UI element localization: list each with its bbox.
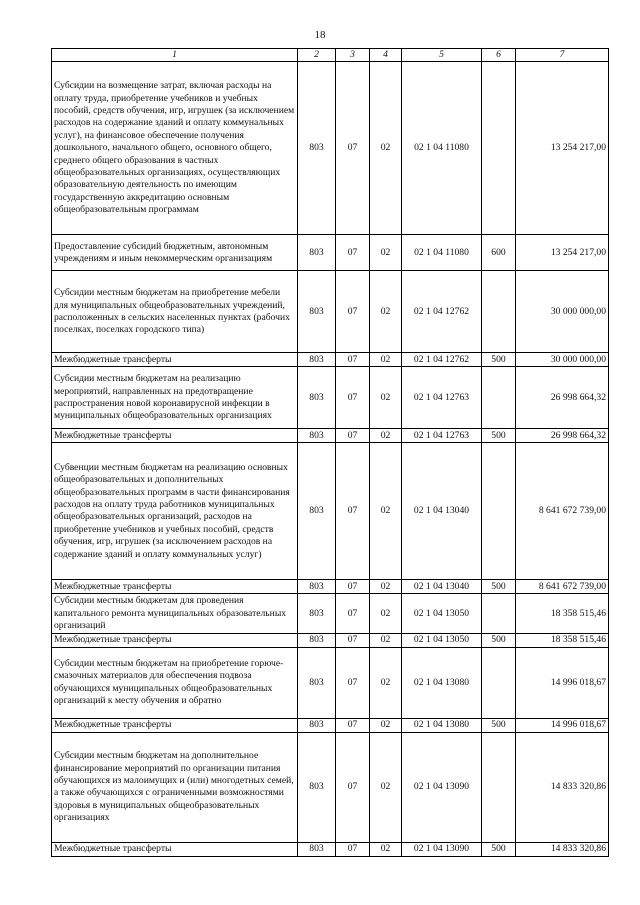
section-code: 07 (336, 353, 370, 367)
section-code: 07 (336, 62, 370, 235)
section-code: 07 (336, 580, 370, 594)
section-code: 07 (336, 634, 370, 647)
header-cell: 3 (336, 49, 370, 62)
table-row (52, 580, 609, 594)
row-name: Межбюджетные трансферты (52, 842, 298, 856)
expense-type: 500 (482, 842, 516, 856)
target-article: 02 1 04 11080 (402, 62, 482, 235)
target-article: 02 1 04 13050 (402, 634, 482, 647)
target-article: 02 1 04 13050 (402, 594, 482, 634)
header-cell: 2 (298, 49, 336, 62)
ministry-code: 803 (298, 235, 336, 271)
row-name: Субсидии местным бюджетам на приобретение мебели для муниципальных общеобразовательных учреждений, расположенных в сельских населенных пунктах (рабочих поселках, поселках городского типа) (52, 271, 298, 353)
expense-type (482, 647, 516, 718)
expense-type (482, 62, 516, 235)
amount: 14 996 018,67 (516, 718, 609, 732)
row-name: Субсидии местным бюджетам на приобретение горюче-смазочных материалов для обеспечения подвоза обучающихся муниципальных общеобразовательных организаций к месту обучения и обратно (52, 647, 298, 718)
amount: 13 254 217,00 (516, 235, 609, 271)
subsection-code: 02 (370, 62, 402, 235)
section-code: 07 (336, 429, 370, 443)
header-cell: 4 (370, 49, 402, 62)
ministry-code: 803 (298, 271, 336, 353)
ministry-code: 803 (298, 718, 336, 732)
table-row (52, 429, 609, 443)
amount: 26 998 664,32 (516, 429, 609, 443)
amount: 8 641 672 739,00 (516, 580, 609, 594)
ministry-code: 803 (298, 634, 336, 647)
target-article: 02 1 04 13080 (402, 647, 482, 718)
ministry-code: 803 (298, 732, 336, 842)
expense-type: 500 (482, 580, 516, 594)
expense-type (482, 271, 516, 353)
subsection-code: 02 (370, 634, 402, 647)
target-article: 02 1 04 12763 (402, 367, 482, 429)
header-cell: 1 (52, 49, 298, 62)
section-code: 07 (336, 367, 370, 429)
table-row (52, 732, 609, 842)
table-row (52, 235, 609, 271)
target-article: 02 1 04 13090 (402, 842, 482, 856)
row-name: Субсидии местным бюджетам на реализацию мероприятий, направленных на предотвращение распространения новой коронавирусной инфекции в муниципальных общеобразовательных организациях (52, 367, 298, 429)
expense-type (482, 594, 516, 634)
ministry-code: 803 (298, 62, 336, 235)
subsection-code: 02 (370, 647, 402, 718)
amount: 14 833 320,86 (516, 842, 609, 856)
subsection-code: 02 (370, 732, 402, 842)
expense-type (482, 367, 516, 429)
amount: 8 641 672 739,00 (516, 443, 609, 580)
expense-type: 500 (482, 634, 516, 647)
section-code: 07 (336, 235, 370, 271)
amount: 13 254 217,00 (516, 62, 609, 235)
ministry-code: 803 (298, 367, 336, 429)
amount: 26 998 664,32 (516, 367, 609, 429)
expense-type: 600 (482, 235, 516, 271)
subsection-code: 02 (370, 367, 402, 429)
ministry-code: 803 (298, 842, 336, 856)
amount: 18 358 515,46 (516, 634, 609, 647)
target-article: 02 1 04 12762 (402, 271, 482, 353)
expense-type: 500 (482, 718, 516, 732)
amount: 18 358 515,46 (516, 594, 609, 634)
target-article: 02 1 04 12762 (402, 353, 482, 367)
table-row (52, 443, 609, 580)
target-article: 02 1 04 13090 (402, 732, 482, 842)
row-name: Субсидии местным бюджетам на дополнительное финансирование мероприятий по организации питания обучающихся из малоимущих и (или) многодетных семей, а также обучающихся с ограниченными возможностями здоровья в муниципальных общеобразовательных организациях (52, 732, 298, 842)
row-name: Межбюджетные трансферты (52, 353, 298, 367)
section-code: 07 (336, 443, 370, 580)
target-article: 02 1 04 13080 (402, 718, 482, 732)
ministry-code: 803 (298, 580, 336, 594)
amount: 14 833 320,86 (516, 732, 609, 842)
section-code: 07 (336, 271, 370, 353)
row-name: Межбюджетные трансферты (52, 634, 298, 647)
row-name: Предоставление субсидий бюджетным, автономным учреждениям и иным некоммерческим организациям (52, 235, 298, 271)
ministry-code: 803 (298, 594, 336, 634)
budget-table (51, 48, 609, 857)
target-article: 02 1 04 13040 (402, 580, 482, 594)
row-name: Субсидии на возмещение затрат, включая расходы на оплату труда, приобретение учебников и учебных пособий, средств обучения, игр, игрушек (за исключением расходов на содержание зданий и оплату коммунальных услуг), на финансовое обеспечение получения дошкольного, начального общего, основного общего, среднего общего образования в частных общеобразовательных организациях, осуществляющих образовательную деятельность по имеющим государственную аккредитацию основным общеобразовательным программам (52, 62, 298, 235)
expense-type (482, 443, 516, 580)
table-row (52, 271, 609, 353)
amount: 30 000 000,00 (516, 353, 609, 367)
subsection-code: 02 (370, 580, 402, 594)
table-row (52, 367, 609, 429)
target-article: 02 1 04 13040 (402, 443, 482, 580)
subsection-code: 02 (370, 842, 402, 856)
subsection-code: 02 (370, 594, 402, 634)
page-number: 18 (314, 29, 326, 41)
section-code: 07 (336, 647, 370, 718)
row-name: Межбюджетные трансферты (52, 429, 298, 443)
subsection-code: 02 (370, 429, 402, 443)
row-name: Субвенции местным бюджетам на реализацию основных общеобразовательных и дополнительных общеобразовательных программ в части финансирования расходов на оплату труда работников муниципальных общеобразовательных организаций, расходов на приобретение учебников и учебных пособий, средств обучения, игр, игрушек (за исключением расходов на содержание зданий и оплату коммунальных услуг) (52, 443, 298, 580)
subsection-code: 02 (370, 353, 402, 367)
table-row (52, 634, 609, 647)
subsection-code: 02 (370, 235, 402, 271)
section-code: 07 (336, 732, 370, 842)
table-row (52, 62, 609, 235)
table-row (52, 353, 609, 367)
row-name: Субсидии местным бюджетам для проведения капитального ремонта муниципальных образовательных организаций (52, 594, 298, 634)
expense-type: 500 (482, 429, 516, 443)
ministry-code: 803 (298, 429, 336, 443)
section-code: 07 (336, 718, 370, 732)
header-cell: 6 (482, 49, 516, 62)
header-cell: 5 (402, 49, 482, 62)
subsection-code: 02 (370, 271, 402, 353)
table-row (52, 647, 609, 718)
table-row (52, 594, 609, 634)
amount: 14 996 018,67 (516, 647, 609, 718)
expense-type: 500 (482, 353, 516, 367)
amount: 30 000 000,00 (516, 271, 609, 353)
expense-type (482, 732, 516, 842)
ministry-code: 803 (298, 353, 336, 367)
header-cell: 7 (516, 49, 609, 62)
target-article: 02 1 04 11080 (402, 235, 482, 271)
table-row (52, 718, 609, 732)
section-code: 07 (336, 842, 370, 856)
section-code: 07 (336, 594, 370, 634)
subsection-code: 02 (370, 443, 402, 580)
table-row (52, 842, 609, 856)
table-header-row (52, 49, 609, 62)
ministry-code: 803 (298, 443, 336, 580)
target-article: 02 1 04 12763 (402, 429, 482, 443)
subsection-code: 02 (370, 718, 402, 732)
row-name: Межбюджетные трансферты (52, 580, 298, 594)
row-name: Межбюджетные трансферты (52, 718, 298, 732)
ministry-code: 803 (298, 647, 336, 718)
